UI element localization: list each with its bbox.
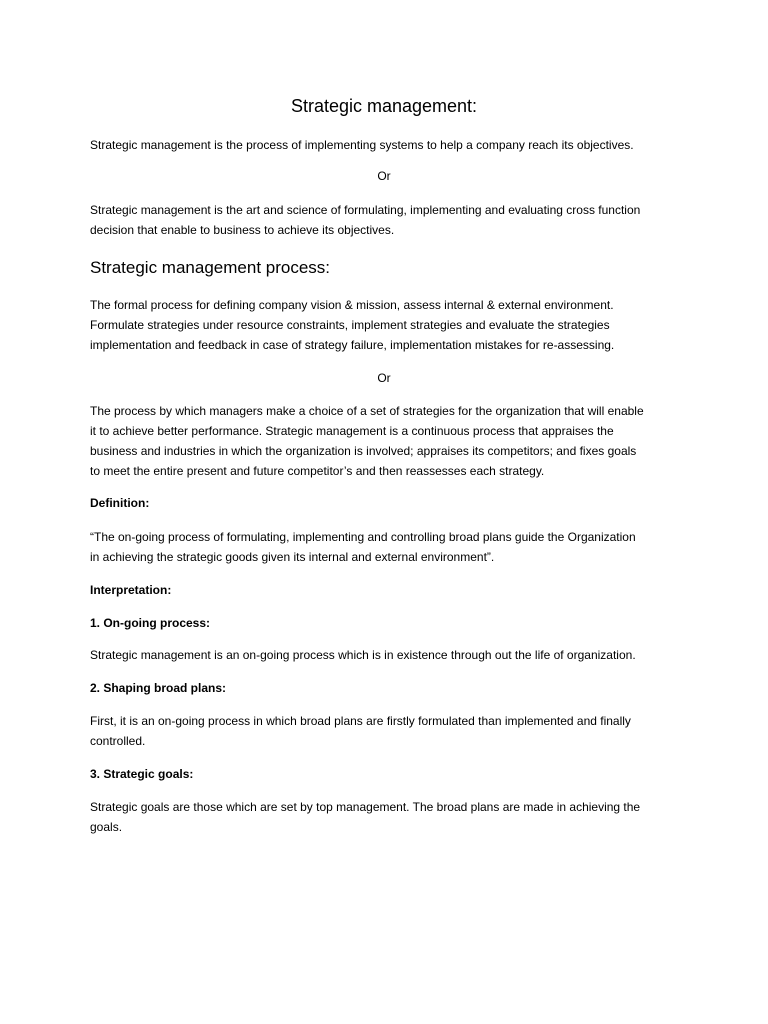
item-3-text bbox=[90, 797, 680, 837]
paragraph-line: Formulate strategies under resource constraints, implement strategies and evaluate the strategies bbox=[90, 318, 610, 332]
paragraph-line: to meet the entire present and future competitor’s and then reassesses each strategy. bbox=[90, 464, 545, 478]
paragraph-line: in achieving the strategic goods given its internal and external environment”. bbox=[90, 550, 495, 564]
alternate-definition-paragraph bbox=[90, 200, 680, 240]
paragraph-line: controlled. bbox=[90, 734, 146, 748]
definition-paragraph bbox=[90, 527, 680, 567]
or-separator: Or bbox=[377, 371, 391, 385]
paragraph-line: business and industries in which the organization is involved; appraises its competitors; and fixes goals bbox=[90, 444, 637, 458]
or-separator: Or bbox=[377, 169, 391, 183]
paragraph-line: Strategic management is the art and science of formulating, implementing and evaluating cross function bbox=[90, 203, 641, 217]
item-1-label: 1. On-going process: bbox=[90, 616, 211, 630]
paragraph-line: decision that enable to business to achieve its objectives. bbox=[90, 223, 395, 237]
paragraph-line: it to achieve better performance. Strategic management is a continuous process that appraises the bbox=[90, 424, 614, 438]
paragraph-line: First, it is an on-going process in which broad plans are firstly formulated than implemented and finally bbox=[90, 714, 631, 728]
section-heading-process: Strategic management process: bbox=[90, 258, 331, 277]
process-paragraph bbox=[90, 295, 680, 355]
interpretation-label: Interpretation: bbox=[90, 583, 172, 597]
paragraph-line: implementation and feedback in case of strategy failure, implementation mistakes for re-assessing. bbox=[90, 338, 615, 352]
paragraph-line: The process by which managers make a choice of a set of strategies for the organization that will enable bbox=[90, 404, 644, 418]
paragraph-line: goals. bbox=[90, 820, 123, 834]
intro-paragraph: Strategic management is the process of implementing systems to help a company reach its objectives. bbox=[90, 138, 634, 152]
paragraph-line: “The on-going process of formulating, implementing and controlling broad plans guide the Organization bbox=[90, 530, 636, 544]
process-alternate-paragraph bbox=[90, 401, 680, 481]
item-1-text: Strategic management is an on-going process which is in existence through out the life of organization. bbox=[90, 648, 636, 662]
item-3-label: 3. Strategic goals: bbox=[90, 767, 194, 781]
item-2-label: 2. Shaping broad plans: bbox=[90, 681, 227, 695]
definition-label: Definition: bbox=[90, 496, 150, 510]
paragraph-line: The formal process for defining company vision & mission, assess internal & external environment. bbox=[90, 298, 614, 312]
paragraph-line: Strategic goals are those which are set by top management. The broad plans are made in achieving the bbox=[90, 800, 641, 814]
item-2-text bbox=[90, 711, 680, 751]
page-title: Strategic management: bbox=[290, 96, 478, 116]
